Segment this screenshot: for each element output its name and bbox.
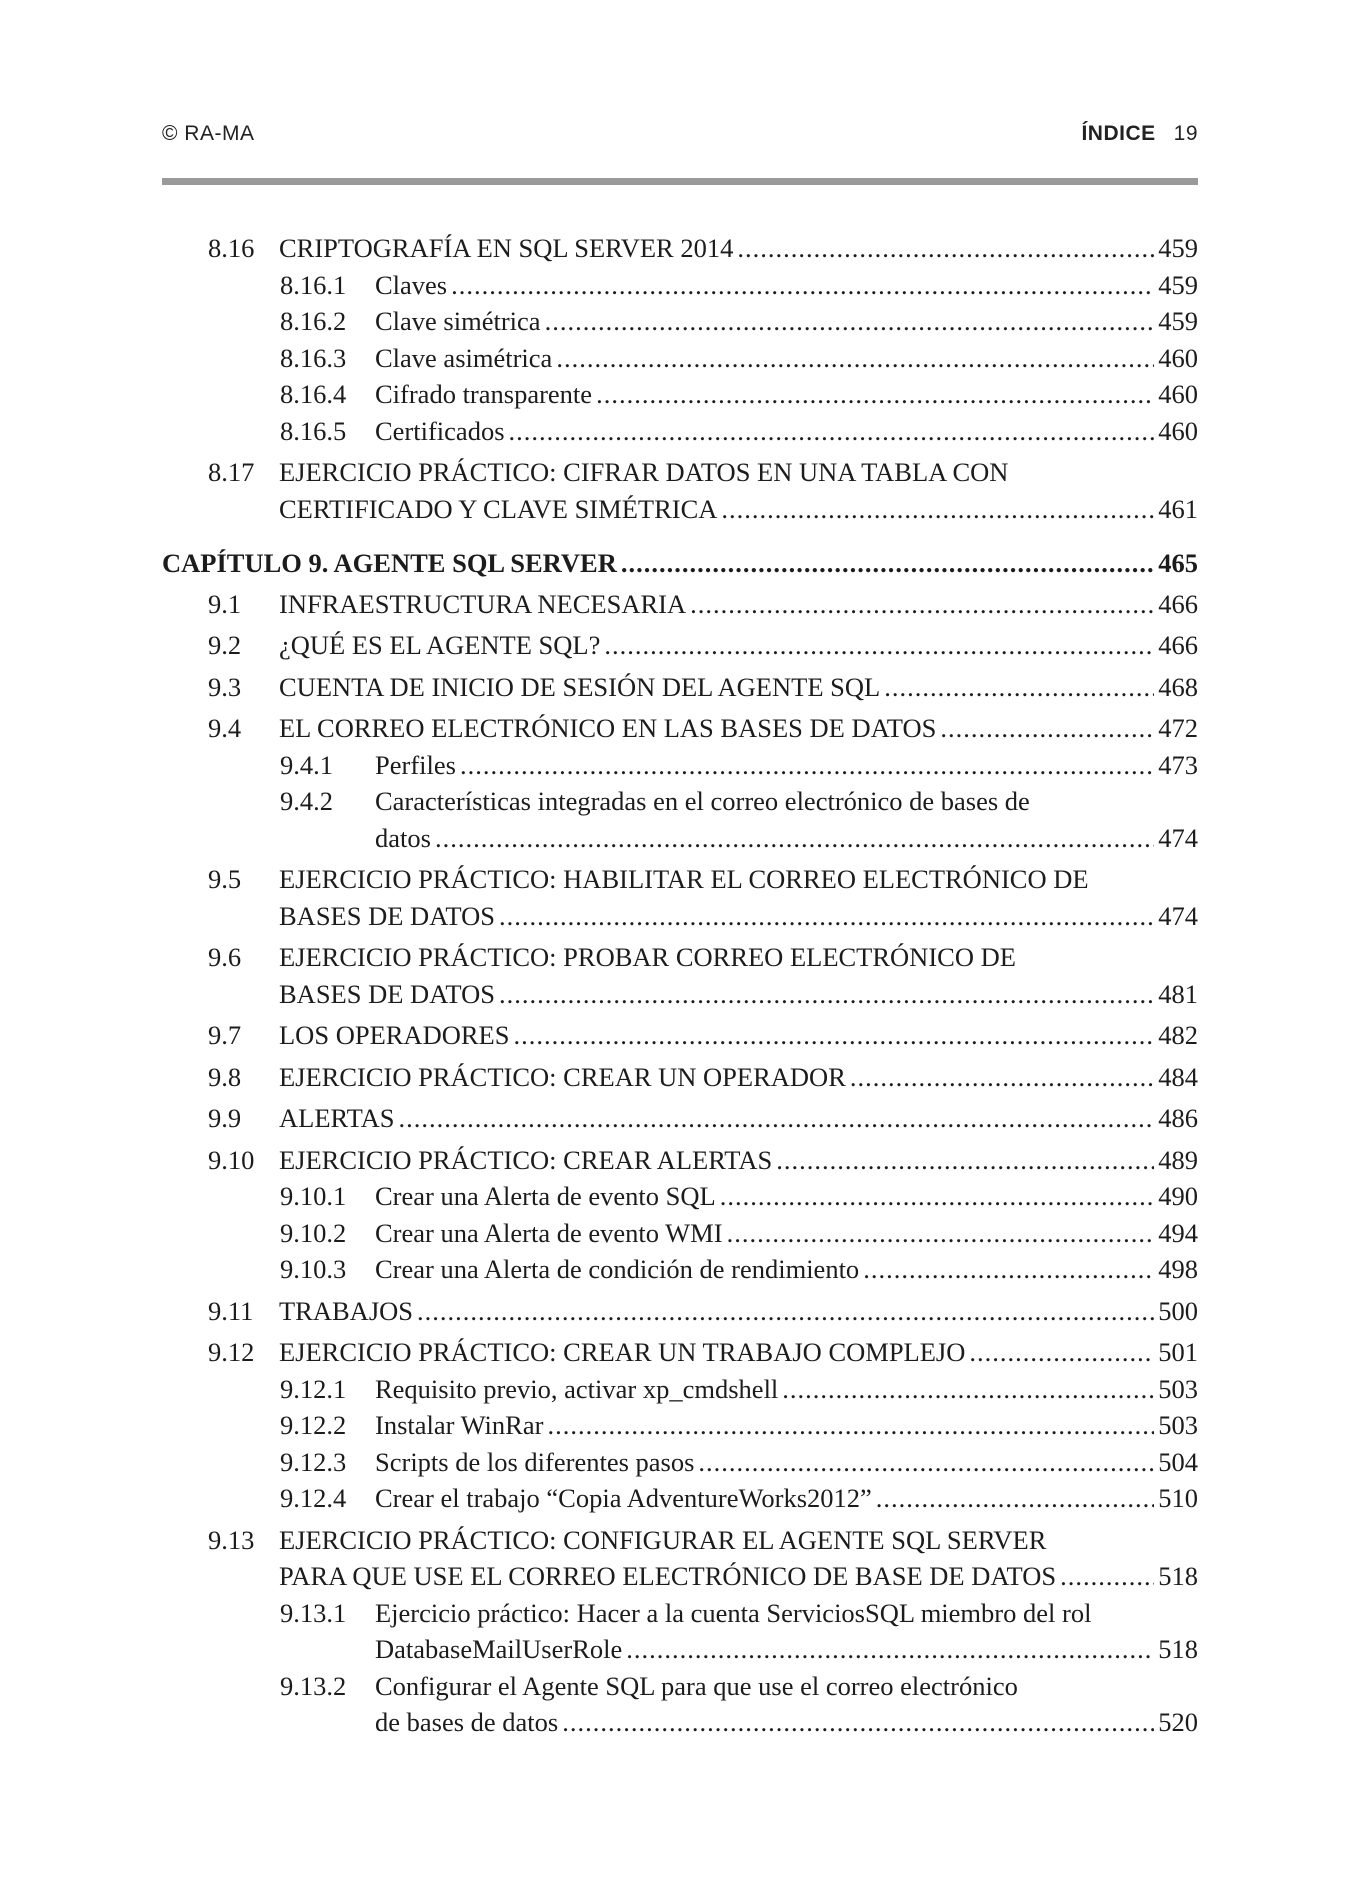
toc-entry-line [280, 783, 1198, 820]
toc-page-number: 494 [1158, 1217, 1198, 1248]
toc-entry-number: 9.4.1 [280, 749, 333, 780]
toc-entry-line [208, 1017, 1198, 1054]
toc-entry-number: 9.12.3 [280, 1446, 347, 1477]
toc-entry-line [280, 820, 1198, 857]
toc-entry-title: Instalar WinRar [375, 1410, 544, 1440]
toc-entry-line [280, 1595, 1198, 1632]
dot-leader [850, 1059, 1154, 1096]
toc-entry-number: 9.12 [208, 1337, 255, 1367]
toc-entry-number: 9.13.1 [280, 1597, 347, 1628]
toc-entry-title: TRABAJOS [279, 1295, 414, 1326]
toc-entry-title: datos [375, 822, 431, 853]
toc-page-number: 459 [1158, 306, 1198, 336]
dot-leader [513, 1017, 1154, 1054]
dot-leader [727, 1215, 1155, 1252]
toc-entry-title: LOS OPERADORES [279, 1020, 510, 1050]
dot-leader [690, 586, 1154, 623]
dot-leader [499, 976, 1154, 1013]
dot-leader [737, 230, 1154, 267]
toc-page-number: 459 [1158, 233, 1198, 263]
toc-page-number: 498 [1158, 1254, 1198, 1284]
toc-page-number: 504 [1158, 1446, 1198, 1477]
toc-entry-line [208, 976, 1198, 1013]
toc-entry-title: EJERCICIO PRÁCTICO: PROBAR CORREO ELECTRÓNICO DE [279, 942, 1016, 972]
toc-entry-title: BASES DE DATOS [279, 900, 495, 931]
toc-entry-title: DatabaseMailUserRole [375, 1634, 623, 1664]
toc-entry-line [208, 230, 1198, 267]
toc-entry-number: 8.16.1 [280, 269, 347, 300]
toc-entry-line [208, 1059, 1198, 1096]
toc-entry-title: EL CORREO ELECTRÓNICO EN LAS BASES DE DATOS [279, 713, 937, 743]
toc-entry-number: 9.12.1 [280, 1373, 347, 1404]
dot-leader [720, 1178, 1155, 1215]
toc-page-number: 461 [1158, 493, 1198, 524]
toc-entry-number: 9.10 [208, 1144, 255, 1175]
toc-page-number: 474 [1158, 900, 1198, 931]
toc-entry-title: Crear una Alerta de evento SQL [375, 1181, 716, 1211]
dot-leader [863, 1251, 1154, 1288]
toc-entry-title: Ejercicio práctico: Hacer a la cuenta ServiciosSQL miembro del rol [375, 1597, 1092, 1628]
toc-entry-number: 9.2 [208, 630, 242, 660]
toc-entry-line [280, 413, 1198, 450]
toc-entry-number: 8.16.4 [280, 379, 347, 409]
toc-entry-title: EJERCICIO PRÁCTICO: CONFIGURAR EL AGENTE SQL SERVER [279, 1524, 1047, 1555]
toc-page-number: 474 [1158, 822, 1198, 853]
page-number: 19 [1173, 122, 1198, 145]
toc-entry-line [208, 627, 1198, 664]
dot-leader [940, 710, 1154, 747]
toc-entry-title: INFRAESTRUCTURA NECESARIA [279, 588, 687, 619]
toc-entry-line [280, 747, 1198, 784]
toc-entry-number: 8.16.2 [280, 306, 347, 336]
toc-page-number: 472 [1158, 713, 1198, 743]
toc-entry-title: Crear el trabajo “Copia AdventureWorks2012” [375, 1483, 872, 1513]
toc-entry-number: 9.6 [208, 942, 242, 972]
section-title: ÍNDICE [1081, 122, 1156, 145]
toc-entry-number: 8.17 [208, 457, 255, 487]
dot-leader [417, 1293, 1154, 1330]
dot-leader [547, 1407, 1154, 1444]
dot-leader [782, 1371, 1154, 1408]
dot-leader [596, 376, 1154, 413]
dot-leader [876, 1480, 1154, 1517]
toc-page-number: 473 [1158, 749, 1198, 780]
toc-entry-number: 9.8 [208, 1061, 242, 1092]
toc-entry-number: 9.4.2 [280, 786, 333, 816]
toc-entry-title: ALERTAS [279, 1103, 395, 1133]
toc-entry-line [208, 898, 1198, 935]
toc-page-number: 460 [1158, 415, 1198, 446]
dot-leader [721, 491, 1154, 528]
toc-page-number: 501 [1158, 1337, 1198, 1367]
toc-entry-line [208, 1334, 1198, 1371]
toc-page-number: 518 [1158, 1561, 1198, 1591]
copyright-label: © RA-MA [162, 122, 255, 145]
toc-page-number: 490 [1158, 1181, 1198, 1211]
dot-leader [698, 1444, 1154, 1481]
toc-entry-number: 8.16 [208, 233, 255, 263]
header-rule [162, 178, 1198, 185]
toc-page-number: 465 [1158, 548, 1198, 578]
toc-entry-line [280, 376, 1198, 413]
toc-entry-title: EJERCICIO PRÁCTICO: HABILITAR EL CORREO ELECTRÓNICO DE [279, 864, 1089, 894]
toc-entry-title: BASES DE DATOS [279, 978, 495, 1009]
toc-entry-line [280, 1668, 1198, 1705]
toc-entry-line [280, 1480, 1198, 1517]
dot-leader [604, 627, 1154, 664]
toc-page-number: 518 [1158, 1634, 1198, 1664]
toc-entry-title: de bases de datos [375, 1707, 559, 1737]
toc-entry-line [280, 1407, 1198, 1444]
toc-page-number: 503 [1158, 1373, 1198, 1404]
header-right [1081, 122, 1198, 146]
toc-entry-title: Requisito previo, activar xp_cmdshell [375, 1373, 779, 1404]
toc-entry-title: Certificados [375, 415, 505, 446]
toc-entry-line [208, 710, 1198, 747]
toc-page-number: 482 [1158, 1020, 1198, 1050]
toc-chapter-line [162, 545, 1198, 582]
toc-entry-number: 9.10.1 [280, 1181, 347, 1211]
toc-entry-line [280, 1704, 1198, 1741]
toc-entry-title: CUENTA DE INICIO DE SESIÓN DEL AGENTE SQL [279, 671, 881, 702]
toc-entry-number: 8.16.3 [280, 342, 347, 373]
dot-leader [969, 1334, 1154, 1371]
toc-entry-number: 9.10.2 [280, 1217, 347, 1248]
dot-leader [451, 267, 1154, 304]
toc-entry-number: 9.12.2 [280, 1410, 347, 1440]
toc-entry-number: 9.11 [208, 1295, 254, 1326]
toc-page-number: 466 [1158, 630, 1198, 660]
dot-leader [776, 1142, 1154, 1179]
toc-entry-title: CAPÍTULO 9. AGENTE SQL SERVER [162, 548, 617, 578]
page-header [162, 118, 1198, 152]
toc-entry-title: ¿QUÉ ES EL AGENTE SQL? [279, 630, 601, 660]
toc-entry-title: EJERCICIO PRÁCTICO: CREAR UN TRABAJO COMPLEJO [279, 1337, 966, 1367]
toc-entry-title: Características integradas en el correo electrónico de bases de [375, 786, 1030, 816]
toc-entry-number: 8.16.5 [280, 415, 347, 446]
toc-page-number: 503 [1158, 1410, 1198, 1440]
dot-leader [562, 1704, 1154, 1741]
toc-entry-number: 9.13.2 [280, 1670, 347, 1701]
toc-page-number: 460 [1158, 379, 1198, 409]
toc-entry-title: Clave asimétrica [375, 342, 553, 373]
toc-entry-line [208, 1522, 1198, 1559]
toc-page-number: 500 [1158, 1295, 1198, 1326]
toc-entry-number: 9.12.4 [280, 1483, 347, 1513]
toc-entry-number: 9.3 [208, 671, 242, 702]
toc-page-number: 460 [1158, 342, 1198, 373]
toc-entry-title: CRIPTOGRAFÍA EN SQL SERVER 2014 [279, 233, 734, 263]
toc-entry-line [280, 1444, 1198, 1481]
toc-entry-title: Crear una Alerta de evento WMI [375, 1217, 723, 1248]
toc-entry-line [208, 1100, 1198, 1137]
toc-entry-line [280, 267, 1198, 304]
toc-entry-line [280, 1631, 1198, 1668]
dot-leader [626, 1631, 1154, 1668]
dot-leader [556, 340, 1154, 377]
toc-entry-line [280, 1251, 1198, 1288]
toc-entry-line [208, 586, 1198, 623]
toc-entry-number: 9.9 [208, 1103, 242, 1133]
toc-entry-title: EJERCICIO PRÁCTICO: CREAR ALERTAS [279, 1144, 773, 1175]
toc-page-number: 459 [1158, 269, 1198, 300]
toc-entry-number: 9.7 [208, 1020, 242, 1050]
toc-entry-line [208, 1293, 1198, 1330]
toc-entry-title: Crear una Alerta de condición de rendimiento [375, 1254, 860, 1284]
dot-leader [621, 545, 1154, 582]
toc-entry-title: EJERCICIO PRÁCTICO: CREAR UN OPERADOR [279, 1061, 846, 1092]
dot-leader [884, 669, 1154, 706]
toc-entry-line [208, 861, 1198, 898]
toc-entry-number: 9.13 [208, 1524, 255, 1555]
toc-page-number: 466 [1158, 588, 1198, 619]
toc-entry-title: CERTIFICADO Y CLAVE SIMÉTRICA [279, 493, 718, 524]
toc-entry-number: 9.10.3 [280, 1254, 347, 1284]
toc-entry-number: 9.1 [208, 588, 242, 619]
toc-entry-line [280, 340, 1198, 377]
dot-leader [460, 747, 1154, 784]
dot-leader [1060, 1558, 1154, 1595]
toc-page-number: 520 [1158, 1707, 1198, 1737]
dot-leader [509, 413, 1155, 450]
dot-leader [435, 820, 1154, 857]
toc-entry-title: Configurar el Agente SQL para que use el correo electrónico [375, 1670, 1018, 1701]
toc-entry-line [208, 1142, 1198, 1179]
toc-page-number: 468 [1158, 671, 1198, 702]
toc-entry-title: Claves [375, 269, 448, 300]
dot-leader [399, 1100, 1155, 1137]
toc-entry-line [208, 1558, 1198, 1595]
toc-entry-title: Perfiles [375, 749, 456, 780]
toc-entry-title: PARA QUE USE EL CORREO ELECTRÓNICO DE BASE DE DATOS [279, 1561, 1057, 1591]
toc-entry-line [208, 669, 1198, 706]
toc-entry-title: Scripts de los diferentes pasos [375, 1446, 695, 1477]
toc-entry-line [280, 1371, 1198, 1408]
toc-entry-line [208, 491, 1198, 528]
dot-leader [499, 898, 1154, 935]
toc-entry-line [208, 939, 1198, 976]
toc-page-number: 510 [1158, 1483, 1198, 1513]
toc-entry-title: Clave simétrica [375, 306, 541, 336]
toc-entry-line [280, 303, 1198, 340]
table-of-contents [162, 230, 1198, 1741]
toc-entry-title: EJERCICIO PRÁCTICO: CIFRAR DATOS EN UNA TABLA CON [279, 457, 1009, 487]
toc-entry-number: 9.5 [208, 864, 242, 894]
toc-entry-title: Cifrado transparente [375, 379, 593, 409]
toc-page-number: 481 [1158, 978, 1198, 1009]
toc-entry-number: 9.4 [208, 713, 242, 743]
toc-page-number: 489 [1158, 1144, 1198, 1175]
toc-entry-line [280, 1178, 1198, 1215]
toc-page-number: 486 [1158, 1103, 1198, 1133]
toc-entry-line [208, 454, 1198, 491]
toc-entry-line [280, 1215, 1198, 1252]
toc-page-number: 484 [1158, 1061, 1198, 1092]
dot-leader [545, 303, 1155, 340]
